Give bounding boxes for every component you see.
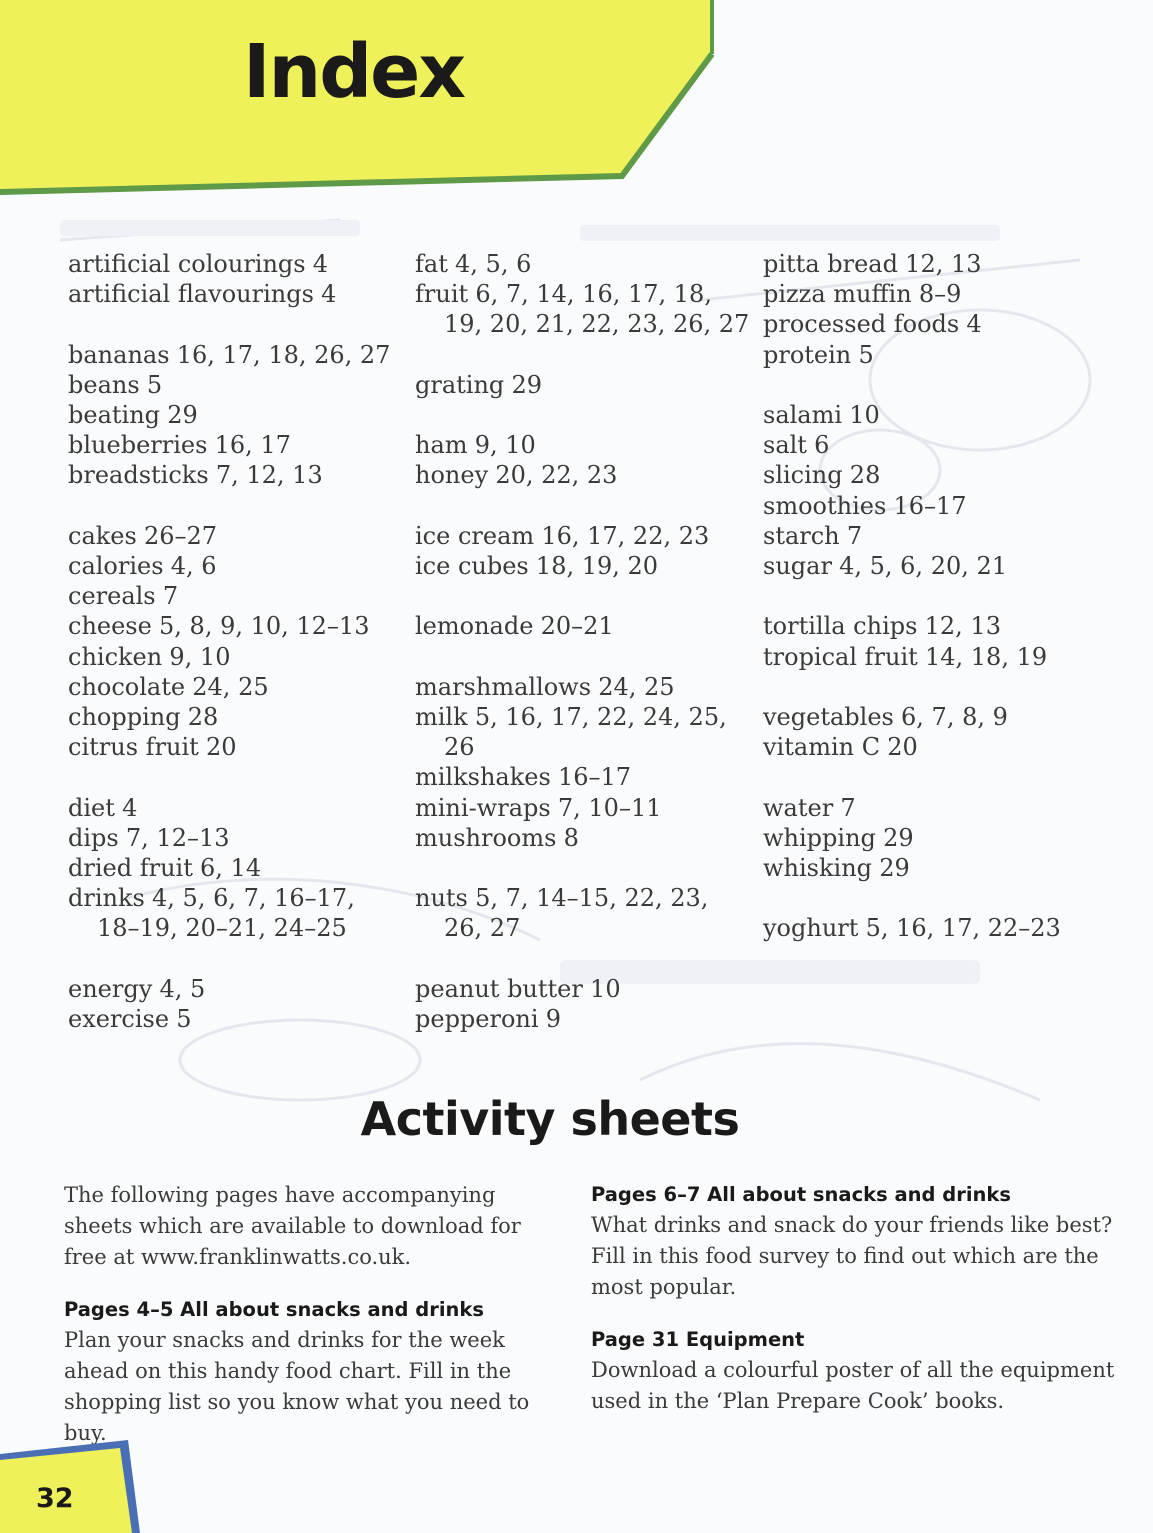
activity-intro: The following pages have accompanying sheets which are available to download for free at www.franklinwatts.co.uk. [64, 1183, 521, 1269]
index-pages: 4, 5, 6 [455, 250, 532, 278]
index-term: water [763, 793, 834, 822]
index-entry [763, 732, 1133, 762]
index-entry [68, 370, 398, 400]
index-pages: 20, 22, 23 [495, 461, 618, 490]
index-entry [68, 430, 398, 460]
index-pages: 26–27 [144, 521, 218, 550]
index-pages: 16, 17, 18, 26, 27 [176, 340, 391, 369]
index-pages: 5 [858, 340, 874, 369]
activity-item [591, 1180, 1121, 1303]
index-term: blueberries [68, 431, 208, 460]
index-entry [415, 672, 745, 702]
index-term: grating [415, 370, 505, 399]
index-term: cereals [68, 582, 156, 611]
index-term: salt [763, 431, 807, 460]
index-term: milkshakes [415, 763, 551, 792]
index-entry [415, 793, 745, 823]
index-pages: 12, 13 [905, 250, 982, 278]
index-group [415, 370, 745, 400]
index-entry [68, 279, 398, 309]
index-term: drinks [68, 884, 145, 913]
index-group [68, 793, 398, 944]
index-pages: 4, 5, 6, 20, 21 [839, 552, 1008, 581]
index-pages: 29 [167, 401, 198, 429]
index-entry [763, 279, 1133, 309]
index-pages: 5, 7, 14–15, 22, 23, [475, 884, 709, 913]
index-group [415, 974, 745, 1034]
index-entry [763, 642, 1133, 672]
index-term: energy [68, 974, 153, 1003]
index-entry [68, 581, 398, 611]
index-term: whipping [763, 823, 876, 852]
activity-item-text: What drinks and snack do your friends like best? Fill in this food survey to find out which are the most popular. [591, 1213, 1113, 1299]
index-entry [763, 913, 1133, 943]
index-group [68, 340, 398, 491]
index-pages: 4 [321, 280, 337, 309]
index-pages: 5 [146, 370, 163, 399]
index-entry [415, 974, 745, 1004]
index-pages-continued: 18–19, 20–21, 24–25 [97, 914, 347, 943]
index-pages: 7 [840, 793, 856, 822]
index-entry [763, 340, 1133, 370]
index-term: dried fruit [68, 854, 193, 883]
index-entry [763, 309, 1133, 339]
index-term: whisking [763, 854, 873, 882]
index-term: yoghurt [763, 914, 859, 943]
index-term: breadsticks [68, 461, 209, 490]
index-entry [415, 702, 745, 762]
index-pages: 28 [187, 703, 219, 732]
index-entry [415, 551, 745, 581]
index-term: nuts [415, 884, 468, 913]
index-pages: 4 [966, 310, 982, 339]
index-entry [68, 672, 398, 702]
index-pages: 4, 5 [159, 974, 206, 1003]
index-entry [763, 611, 1133, 641]
index-entry [68, 249, 398, 279]
index-pages: 4 [122, 793, 138, 822]
activity-item [591, 1325, 1121, 1417]
index-term: sugar [763, 552, 832, 581]
index-pages: 6, 14 [200, 854, 262, 883]
index-pages-continued: 26, 27 [444, 914, 521, 943]
activity-item-heading: Pages 6–7 All about snacks and drinks [591, 1183, 1012, 1206]
index-term: ice cream [415, 521, 535, 550]
index-entry [68, 702, 398, 732]
index-group [415, 883, 745, 943]
index-group [68, 249, 398, 309]
index-group [763, 611, 1133, 671]
index-term: chicken [68, 642, 163, 671]
index-term: starch [763, 521, 840, 550]
index-entry [763, 521, 1133, 551]
index-pages: 7, 12, 13 [215, 461, 323, 490]
index-entry [763, 823, 1133, 853]
index-pages: 29 [883, 823, 914, 852]
index-term: calories [68, 552, 164, 580]
index-entry [68, 853, 398, 883]
index-entry [68, 793, 398, 823]
index-entry [415, 823, 745, 853]
index-entry [68, 1004, 398, 1034]
activity-sheets-heading: Activity sheets [360, 1092, 740, 1146]
activity-item-heading: Page 31 Equipment [591, 1328, 805, 1351]
index-term: smoothies [763, 491, 887, 520]
index-pages: 10 [849, 401, 880, 429]
index-entry [415, 460, 745, 490]
index-pages: 10 [590, 974, 621, 1003]
index-pages-continued: 19, 20, 21, 22, 23, 26, 27 [444, 310, 750, 339]
activity-item-text: Download a colourful poster of all the equipment used in the ‘Plan Prepare Cook’ books. [591, 1358, 1115, 1413]
index-column-1 [68, 249, 398, 1064]
index-pages: 7, 10–11 [557, 793, 662, 822]
index-term: marshmallows [415, 672, 592, 701]
index-pages: 5, 8, 9, 10, 12–13 [159, 612, 370, 641]
activity-item [64, 1295, 569, 1449]
index-entry [763, 430, 1133, 460]
index-entry [415, 883, 745, 943]
index-pages: 29 [879, 854, 910, 882]
index-entry [415, 279, 750, 339]
index-entry [68, 400, 398, 430]
index-entry [415, 430, 745, 460]
index-entry [763, 460, 1133, 490]
index-term: pitta bread [763, 250, 898, 278]
index-term: chopping [68, 703, 181, 732]
index-pages: 9, 10 [474, 431, 536, 460]
activity-item-heading: Pages 4–5 All about snacks and drinks [64, 1298, 485, 1321]
index-entry [415, 1004, 745, 1034]
index-pages: 20 [887, 733, 918, 762]
index-entry [763, 551, 1133, 581]
index-group [763, 249, 1133, 370]
index-pages: 24, 25 [192, 672, 269, 701]
index-term: dips [68, 823, 119, 852]
index-pages: 14, 18, 19 [924, 642, 1048, 671]
index-term: ice cubes [415, 551, 529, 580]
index-entry [415, 762, 745, 792]
index-entry [68, 551, 398, 581]
index-pages: 5, 16, 17, 22–23 [865, 914, 1061, 943]
index-term: beans [68, 370, 140, 399]
index-term: ham [415, 431, 468, 460]
index-term: milk [415, 702, 468, 731]
index-entry [68, 611, 398, 641]
index-pages: 7, 12–13 [125, 823, 230, 852]
index-term: protein [763, 340, 852, 369]
index-group [763, 400, 1133, 581]
index-term: pizza muffin [763, 280, 912, 309]
index-term: tortilla chips [763, 612, 918, 641]
index-group [415, 672, 745, 853]
index-entry [415, 370, 745, 400]
index-pages: 20 [205, 733, 237, 762]
index-pages: 8–9 [918, 280, 962, 309]
index-pages: 7 [162, 582, 179, 611]
index-pages: 9 [545, 1004, 562, 1033]
index-pages: 6, 7, 14, 16, 17, 18, [475, 280, 712, 309]
index-entry [415, 521, 745, 551]
index-entry [763, 491, 1133, 521]
index-pages-continued: 26 [444, 733, 475, 762]
index-pages: 9, 10 [169, 642, 231, 671]
index-group [68, 974, 398, 1034]
index-term: artificial flavourings [68, 280, 314, 309]
index-term: tropical fruit [763, 642, 918, 671]
index-term: cakes [68, 521, 137, 550]
index-group [763, 913, 1133, 943]
index-pages: 20–21 [540, 612, 614, 641]
index-entry [763, 400, 1133, 430]
index-group [415, 430, 745, 490]
index-entry [68, 883, 398, 943]
index-entry [68, 974, 398, 1004]
page-title: Index [243, 29, 465, 115]
index-term: peanut butter [415, 974, 583, 1003]
index-group [763, 702, 1133, 762]
index-pages: 6 [814, 431, 830, 460]
index-pages: 18, 19, 20 [535, 551, 659, 580]
index-group [763, 793, 1133, 884]
activity-right-column [591, 1180, 1121, 1417]
index-pages: 5, 16, 17, 22, 24, 25, [474, 702, 727, 731]
index-term: citrus fruit [68, 733, 199, 762]
index-term: slicing [763, 461, 843, 490]
index-entry [68, 460, 398, 490]
index-term: mini-wraps [415, 793, 551, 822]
index-entry [68, 823, 398, 853]
index-pages: 16–17 [893, 491, 967, 520]
index-column-3 [763, 249, 1133, 974]
index-entry [763, 853, 1133, 883]
index-column-2 [415, 249, 750, 1064]
index-pages: 4 [312, 250, 329, 278]
index-entry [763, 702, 1133, 732]
index-pages: 28 [849, 461, 881, 490]
index-pages: 4, 5, 6, 7, 16–17, [152, 884, 355, 913]
activity-item-text: Plan your snacks and drinks for the week ahead on this handy food chart. Fill in the shopping list so you know what you need to buy. [64, 1328, 530, 1445]
index-entry [68, 521, 398, 551]
index-group [415, 521, 745, 581]
index-term: vegetables [763, 703, 894, 731]
index-pages: 16, 17 [214, 431, 291, 460]
index-term: vitamin C [763, 733, 881, 762]
index-entry [68, 642, 398, 672]
index-pages: 7 [846, 521, 863, 550]
index-entry [415, 249, 745, 279]
index-term: lemonade [415, 612, 534, 641]
index-term: cheese [68, 612, 152, 641]
index-entry [68, 340, 398, 370]
index-term: bananas [68, 340, 170, 369]
index-pages: 16–17 [557, 763, 632, 792]
activity-left-column [64, 1180, 569, 1449]
index-entry [763, 793, 1133, 823]
index-entry [68, 732, 398, 762]
index-group [415, 611, 745, 641]
index-term: salami [763, 401, 843, 429]
index-pages: 4, 6 [170, 552, 217, 580]
index-term: beating [68, 401, 161, 429]
index-entry [415, 611, 745, 641]
index-term: fat [415, 250, 448, 278]
index-pages: 24, 25 [598, 672, 675, 701]
index-pages: 29 [511, 370, 543, 399]
page-number: 32 [36, 1483, 74, 1514]
index-pages: 16, 17, 22, 23 [541, 521, 710, 550]
index-pages: 5 [176, 1005, 192, 1034]
index-group [68, 521, 398, 763]
index-pages: 12, 13 [924, 612, 1001, 641]
index-term: processed foods [763, 310, 960, 339]
index-group [415, 249, 750, 340]
index-pages: 6, 7, 8, 9 [901, 703, 1008, 731]
index-term: artificial colourings [68, 250, 306, 278]
index-term: honey [415, 461, 489, 490]
index-term: fruit [415, 280, 469, 309]
index-term: mushrooms [415, 823, 557, 852]
index-term: pepperoni [415, 1004, 539, 1033]
index-term: exercise [68, 1005, 170, 1034]
index-term: chocolate [68, 672, 186, 701]
index-entry [763, 249, 1133, 279]
index-term: diet [68, 793, 115, 822]
index-pages: 8 [563, 823, 579, 852]
